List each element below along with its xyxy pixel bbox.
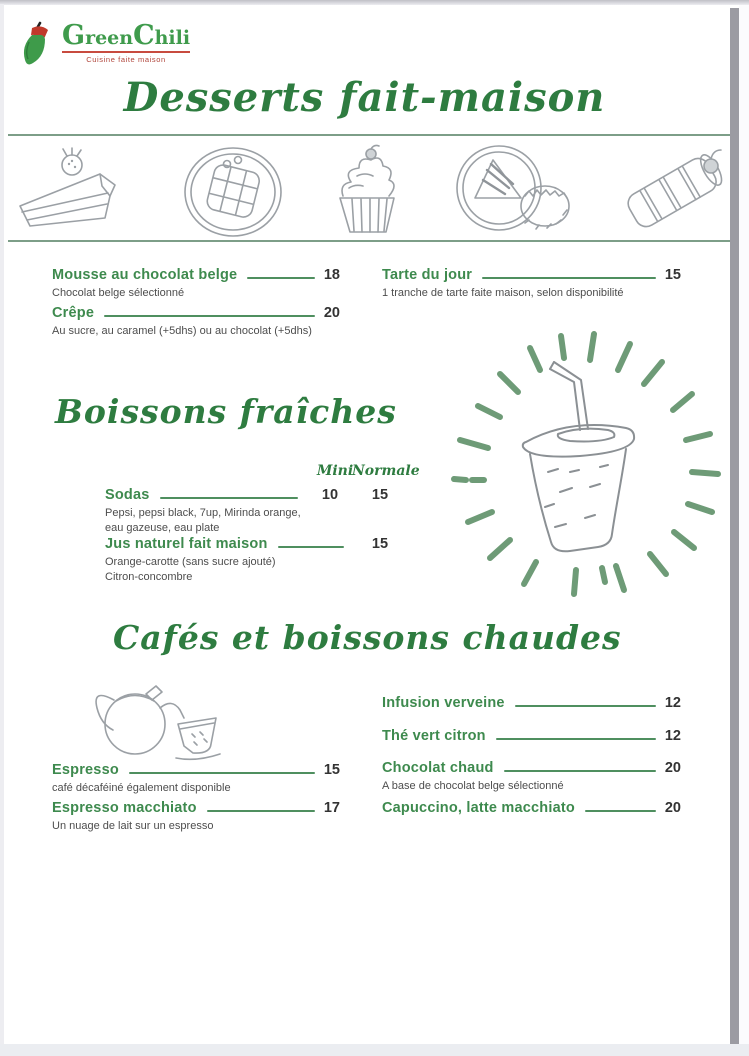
menu-item-mousse (52, 267, 340, 301)
leader-line (247, 277, 315, 279)
leader-line (278, 546, 344, 548)
section-title-cafes: Cafés et boissons chaudes (113, 618, 622, 657)
menu-item-tarte (382, 267, 681, 301)
brand-tagline: Cuisine faite maison (86, 55, 166, 64)
item-description: Au sucre, au caramel (+5dhs) ou au chocolat (+5dhs) (52, 325, 312, 337)
leader-line (515, 705, 656, 707)
waffle-plate-icon (180, 144, 286, 240)
item-price: 15 (664, 267, 681, 283)
menu-item-crepe (52, 305, 340, 339)
item-price: 18 (323, 267, 340, 283)
menu-item-row (52, 305, 340, 321)
cake-roll-icon (611, 144, 739, 240)
page-edge-bottom (0, 1044, 749, 1056)
item-price: 12 (664, 695, 681, 711)
brand-logo (18, 20, 190, 68)
menu-item-row (382, 760, 681, 776)
menu-item-jus (105, 536, 407, 585)
item-name: Tarte du jour (382, 267, 473, 283)
item-price: 15 (323, 762, 340, 778)
page-edge-left (0, 4, 4, 1048)
page-edge-right (730, 8, 739, 1044)
page-title: Desserts fait-maison (123, 74, 606, 121)
leader-line (496, 738, 656, 740)
leader-line (129, 772, 315, 774)
menu-item-infusion (382, 695, 681, 711)
brand-text (62, 20, 191, 64)
item-description-line: eau gazeuse, eau plate (105, 522, 220, 534)
item-price: 20 (664, 760, 681, 776)
item-name: Mousse au chocolat belge (52, 267, 238, 283)
item-price: 20 (664, 800, 681, 816)
item-name: Crêpe (52, 305, 95, 321)
cake-slice-icon (10, 146, 142, 238)
divider-top (8, 134, 741, 136)
leader-line (160, 497, 298, 499)
item-price: 17 (323, 800, 340, 816)
column-header-normale: Normale (352, 463, 420, 479)
drink-cup-icon (430, 322, 730, 612)
pie-slice-icon (451, 144, 573, 240)
item-name: Chocolat chaud (382, 760, 494, 776)
menu-item-row (52, 267, 340, 283)
leader-line (104, 315, 315, 317)
page-edge-right-outer (739, 0, 749, 1056)
item-name: Sodas (105, 487, 150, 503)
dessert-illustrations (10, 144, 739, 240)
menu-item-espresso (52, 762, 340, 796)
item-description: café décaféiné également disponible (52, 782, 231, 794)
cupcake-icon (325, 144, 413, 240)
item-name: Capuccino, latte macchiato (382, 800, 575, 816)
leader-line (585, 810, 656, 812)
menu-item-row (382, 728, 681, 744)
menu-item-capuccino (382, 800, 681, 816)
item-description-line: Pepsi, pepsi black, 7up, Mirinda orange, (105, 507, 301, 519)
menu-item-row (52, 762, 340, 778)
brand-name (62, 20, 191, 53)
menu-item-chocolat-chaud (382, 760, 681, 794)
item-description (105, 555, 407, 585)
menu-item-row (382, 267, 681, 283)
brand-name-green: Green (62, 20, 134, 51)
item-description: Chocolat belge sélectionné (52, 287, 185, 299)
menu-item-row (52, 800, 340, 816)
item-description-line: Citron-concombre (105, 571, 193, 583)
menu-item-the-vert (382, 728, 681, 744)
page-edge-top (0, 0, 749, 5)
section-title-boissons: Boissons fraîches (55, 392, 397, 431)
column-header-mini: Mini (316, 463, 354, 479)
menu-item-sodas (105, 487, 407, 536)
menu-item-row (382, 695, 681, 711)
item-description (105, 506, 407, 536)
menu-item-espresso-macchiato (52, 800, 340, 834)
item-price-normale: 15 (371, 536, 389, 552)
item-price: 20 (323, 305, 340, 321)
menu-item-row (105, 487, 407, 503)
item-price-mini: 10 (321, 487, 339, 503)
brand-name-chili: Chili (133, 20, 191, 51)
item-name: Jus naturel fait maison (105, 536, 268, 552)
divider-bottom (8, 240, 741, 242)
item-price-normale: 15 (371, 487, 389, 503)
item-name: Espresso (52, 762, 119, 778)
item-name: Espresso macchiato (52, 800, 197, 816)
item-description: A base de chocolat belge sélectionné (382, 780, 564, 792)
leader-line (207, 810, 315, 812)
leader-line (482, 277, 656, 279)
item-price: 12 (664, 728, 681, 744)
item-name: Thé vert citron (382, 728, 486, 744)
item-description: Un nuage de lait sur un espresso (52, 820, 214, 832)
menu-item-row (105, 536, 407, 552)
item-description-line: Orange-carotte (sans sucre ajouté) (105, 556, 276, 568)
teapot-icon (80, 666, 225, 768)
item-name: Infusion verveine (382, 695, 505, 711)
menu-item-row (382, 800, 681, 816)
leader-line (504, 770, 656, 772)
chili-pepper-icon (18, 20, 58, 68)
item-description: 1 tranche de tarte faite maison, selon disponibilité (382, 287, 624, 299)
